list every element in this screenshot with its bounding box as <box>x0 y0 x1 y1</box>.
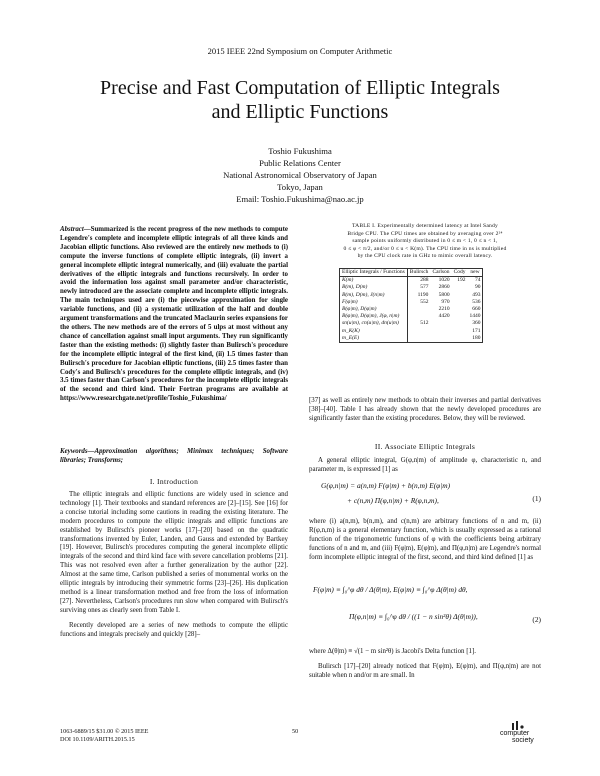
table-cell-value: 493 <box>467 292 483 299</box>
keywords <box>60 448 288 466</box>
table-cell-value: 1440 <box>467 313 483 320</box>
table-cell-value <box>407 313 430 320</box>
table-cell-label: K(m) <box>340 277 408 285</box>
table-cell-value <box>452 328 468 335</box>
table-cell-value: 2860 <box>438 284 450 291</box>
table-cell-value: 74 <box>467 277 483 285</box>
computer-society-logo <box>500 721 548 744</box>
author-name: Toshio Fukushima <box>268 146 332 156</box>
table-row <box>340 299 483 306</box>
author-org: National Astronomical Observatory of Japan <box>223 170 377 180</box>
table-cell-value <box>452 313 468 320</box>
table-cell-value: 90 <box>467 284 483 291</box>
eq2-line2: Π(φ,n|m) ≡ ∫₀^φ dθ / ((1 − n sin²θ) Δ(θ|m)), <box>349 612 478 621</box>
table-cell-value <box>430 320 451 327</box>
table-cell-label: F(φ|m) <box>340 299 408 306</box>
section-2-paragraph: where Δ(θ|m) ≡ √(1 − m sin²θ) is Jacobi's Delta function [1]. <box>309 648 476 655</box>
table-1 <box>339 268 483 343</box>
col-header: Carlson <box>432 269 450 275</box>
caption-line: sample points uniformly distributed in 0 ≤ m < 1, 0 ≤ n < 1, <box>352 238 498 245</box>
section-2-p3 <box>309 648 541 681</box>
section-2-paragraph: Bulirsch [17]–[20] already noticed that F(φ|m), E(φ|m), and Π(φ,n|m) are not suitable when n and/or m are small. In <box>309 662 541 679</box>
table-cell-value: 5800 <box>438 291 450 298</box>
abstract <box>60 226 288 404</box>
section-2-heading: II. Associate Elliptic Integrals <box>374 442 476 451</box>
author-city: Tokyo, Japan <box>277 182 323 192</box>
table-cell-label: m_E(E) <box>340 335 408 343</box>
table-cell-value: 970 <box>441 298 450 305</box>
section-2-p1 <box>309 457 541 475</box>
caption-line: 0 ≤ φ < π/2, and/or 0 ≤ u < K(m). The CPU time in ns is multiplied <box>343 245 507 252</box>
right-intro <box>309 397 541 424</box>
table-cell-value <box>452 292 468 299</box>
title-line-1: Precise and Fast Computation of Elliptic Integrals <box>100 77 500 99</box>
table-cell-value <box>452 284 468 291</box>
table-cell-value <box>452 335 468 343</box>
caption-line: Bridge CPU. The CPU times are obtained by averaging over 2²⁴ <box>347 230 503 237</box>
conference-header: 2015 IEEE 22nd Symposium on Computer Arithmetic <box>207 46 393 56</box>
table-cell-value <box>407 306 430 313</box>
logo-mark-icon <box>512 721 524 730</box>
eq1-line2: + c(n,m) Π(φ,n|m) + R(φ,n,m), <box>347 496 439 505</box>
table-row <box>340 320 483 327</box>
section-2-p2 <box>309 518 541 563</box>
caption-line: TABLE I. Experimentally determined latency at Intel Sandy <box>351 223 499 229</box>
keywords-text: —Approximation algorithms; Minimax techniques; Software libraries; Transforms; <box>60 448 288 464</box>
table-1-caption <box>309 223 541 261</box>
page-number: 50 <box>292 728 299 735</box>
logo-text-top: computer <box>500 730 530 737</box>
col-header: Elliptic Integrals / Functions <box>340 269 408 277</box>
equation-2 <box>309 585 541 639</box>
table-cell-value: 1190 <box>417 291 429 298</box>
col-header: Bulirsch <box>409 269 429 275</box>
table-header-row <box>340 269 483 277</box>
paper-title <box>40 76 560 124</box>
table-cell-value: 660 <box>467 306 483 313</box>
author-dept: Public Relations Center <box>259 158 341 168</box>
table-cell-value <box>452 299 468 306</box>
abstract-text: —Summarized is the recent progress of the new methods to compute Legendre's complete and incomplete elliptic integrals of all three kinds and Jacobian elliptic functions. Also reviewed are the entirely new methods to (i) compute the inverse functions of complete elliptic integrals, (ii) invert a general incomplete elliptic integral numerically, and (iii) evaluate the partial derivatives of the elliptic integrals and functions recursively. In order to avoid the information loss against small parameter and/or characteristic, newly introduced are the associate complete and incomplete elliptic integrals. The main techniques used are (i) the piecewise approximation for single variable functions, and (ii) a systematic utilization of the half and double argument transformations and the truncated Maclaurin series expansions for the others. The new methods are of the errors of 5 ulps at most without any chance of cancellation against small input arguments. They run significantly faster than the existing methods: (i) slightly faster than Bulirsch's procedure for the incomplete elliptic integral of the first kind, (ii) 1.5 times faster than Bulirsch's procedure for Jacobian elliptic functions, (iii) 2.5 times faster than Cody's and Bulirsch's procedures for the complete elliptic integrals, and (iv) 3.5 times faster than Carlson's procedures for the incomplete elliptic integrals of the second and third kind. Their Fortran programs are available at https://www.researchgate.net/profile/Toshio_Fukushima/ <box>60 226 288 403</box>
keywords-label: Keywords <box>60 448 88 455</box>
section-1-heading: I. Introduction <box>149 477 199 486</box>
table-cell-value <box>430 328 451 335</box>
table-row <box>340 292 483 299</box>
section-2-paragraph: where (i) a(n,m), b(n,m), and c(n,m) are arbitrary functions of n and m, (ii) R(φ,n,m) is a general elementary function, which is usually expressed as a rational function of the trigonometric functions of φ with the coefficients being arbitrary functions of n and m, and (iii) F(φ|m), E(φ|m), and Π(φ,n|m) are Legendre's normal form incomplete elliptic integral of the first, second, and third kind defined [1] as <box>309 518 541 561</box>
abstract-label: Abstract <box>60 226 84 233</box>
table-cell-label: B(m), D(m) <box>340 284 408 291</box>
section-1-paragraph: The elliptic integrals and elliptic functions are widely used in science and technology [1]. Their textbooks and standard references are [2]–[15]. See [16] for a concise tutorial including some cautions in reading the existing literature. The modern procedures to compute the elliptic integrals and elliptic functions are established by Bulirsch's pioneer works [17]–[20] based on the quadratic transformations invented by Euler, Landen, and Gauss and extended by Bartkey [19]. However, Bulirsch's procedures computing the general incomplete elliptic integrals of the second and third kind face with severe cancellation problems [21]. This was not resolved even after a further generalization by the author [22]. Almost at the same time, Carlson published a series of monumental works on the elliptic integrals by introducing their symmetric forms [23]–[26]. His duplication method is a linear transformation method and free from the loss of information [27]. Nevertheless, Carlson's procedures run slow when compared with Bulirsch's surviving ones as clearly seen from Table I. <box>60 491 288 614</box>
title-line-2: and Elliptic Functions <box>211 101 389 123</box>
eq1-number: (1) <box>532 494 541 503</box>
section-1-paragraph: Recently developed are a series of new methods to compute the elliptic functions and integrals precisely and quickly [28]– <box>60 621 288 638</box>
table-cell-value <box>452 306 468 313</box>
table-cell-value: 577 <box>420 284 429 291</box>
eq2-number: (2) <box>532 615 541 624</box>
col-header: new <box>467 269 483 277</box>
table-row <box>340 284 483 291</box>
table-cell-value: 171 <box>467 328 483 335</box>
footer-doi: DOI 10.1109/ARITH.2015.15 <box>60 736 135 743</box>
footer-left <box>60 728 148 744</box>
author-email[interactable]: Email: Toshio.Fukushima@nao.ac.jp <box>236 194 364 204</box>
section-1-body <box>60 491 288 640</box>
latency-table <box>339 268 483 343</box>
table-cell-label: m_K(K) <box>340 328 408 335</box>
table-cell-label: B(m), D(m), J(n|m) <box>340 292 408 299</box>
table-cell-label: B(φ|m), D(φ|m) <box>340 306 408 313</box>
table-cell-value <box>407 335 430 343</box>
author-block <box>0 145 600 205</box>
table-cell-value <box>407 328 430 335</box>
eq1-line1: G(φ,n|m) = a(n,m) F(φ|m) + b(n,m) E(φ|m) <box>321 481 451 490</box>
table-cell-value: 1020 <box>438 277 450 284</box>
table-row <box>340 335 483 343</box>
table-cell-value: 536 <box>467 299 483 306</box>
table-cell-value: 4420 <box>438 313 450 320</box>
table-cell-value: 552 <box>420 298 429 305</box>
table-cell-value: 288 <box>420 277 429 284</box>
table-cell-value <box>430 335 451 343</box>
table-cell-value <box>452 320 468 327</box>
caption-line: by the CPU clock rate in GHz to mimic overall latency. <box>357 253 493 260</box>
section-2-paragraph: A general elliptic integral, G(φ,n|m) of amplitude φ, characteristic n, and parameter m, is expressed [1] as <box>309 457 541 473</box>
table-cell-label: B(φ|m), D(φ|m), J(φ, n|m) <box>340 313 408 320</box>
table-cell-value: 2210 <box>438 306 450 313</box>
logo-text-bottom: society <box>512 737 534 744</box>
table-cell-value: 180 <box>467 335 483 343</box>
table-cell-value: 360 <box>467 320 483 327</box>
table-cell-value: 512 <box>420 320 429 327</box>
col-header: Cody <box>453 269 466 275</box>
footer-copyright: 1063-6889/15 $31.00 © 2015 IEEE <box>60 728 149 735</box>
right-intro-paragraph: [37] as well as entirely new methods to obtain their inverses and partial derivatives [38]–[40]. Table I has already shown that the newly developed procedures are significantly faster than the existing procedures. Below, they will be reviewed. <box>309 397 541 422</box>
equation-1 <box>309 481 541 515</box>
table-cell-label: sn(u|m), cn(u|m), dn(u|m) <box>340 320 408 327</box>
table-cell-value: 192 <box>457 277 466 284</box>
table-row <box>340 328 483 335</box>
eq2-line1: F(φ|m) ≡ ∫₀^φ dθ / Δ(θ|m), E(φ|m) ≡ ∫₀^φ Δ(θ|m) dθ, <box>313 585 468 594</box>
